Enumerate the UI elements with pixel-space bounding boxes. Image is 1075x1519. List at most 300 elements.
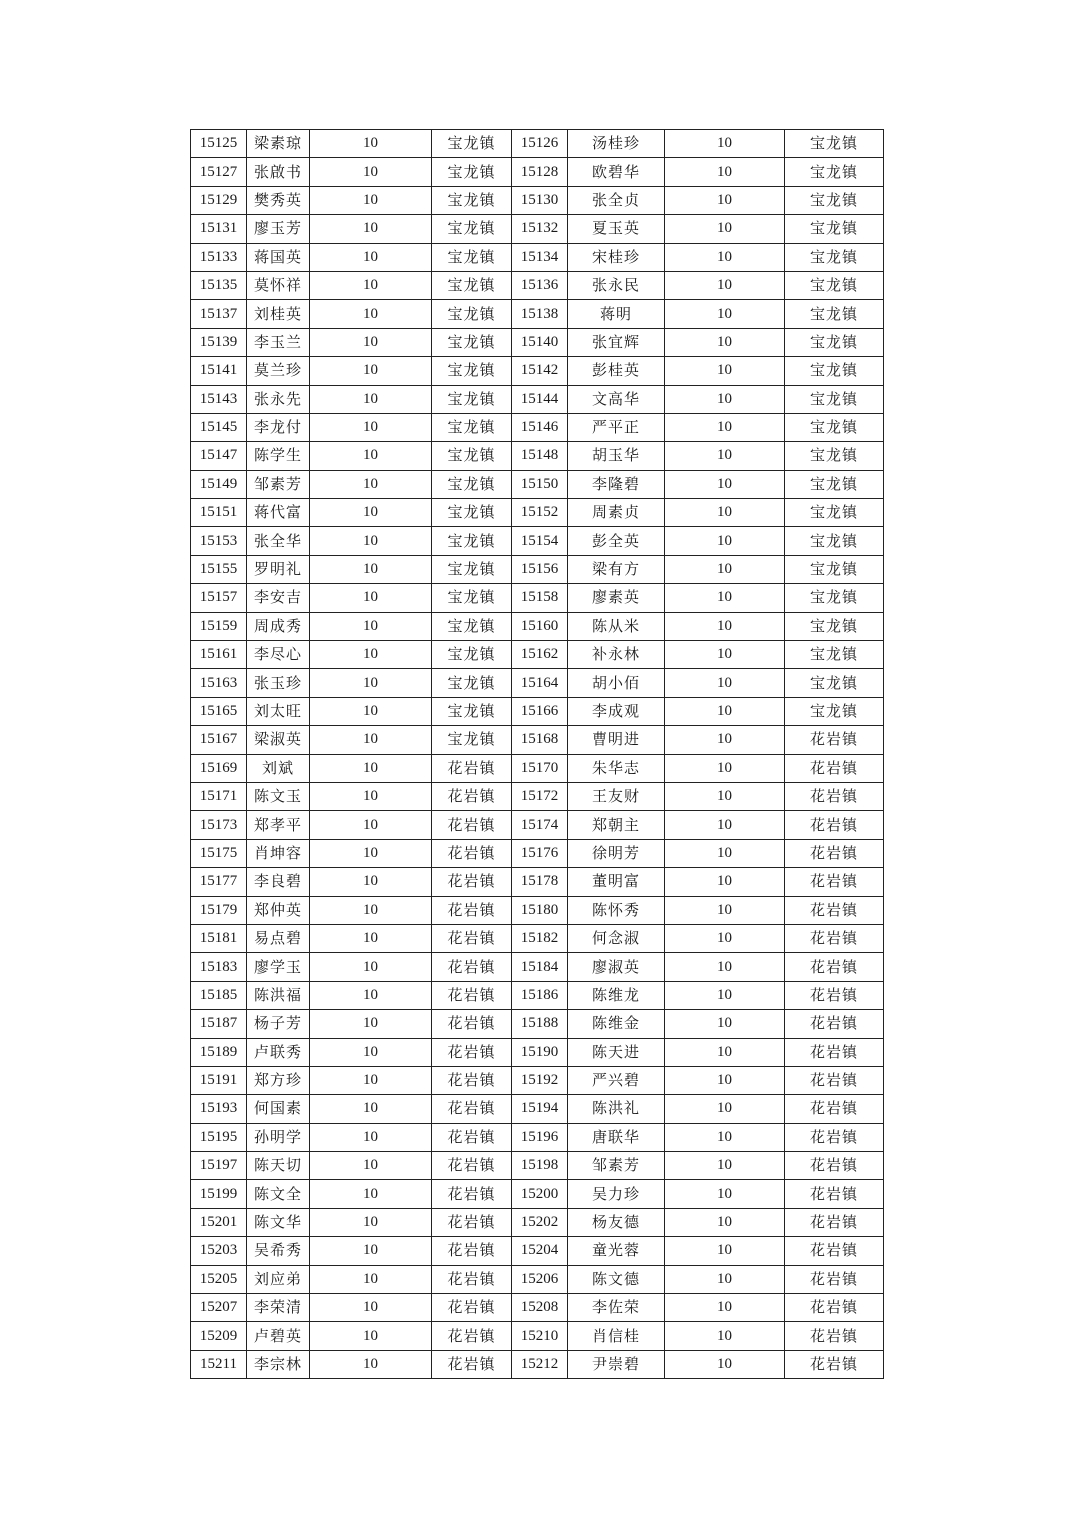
left-amount-cell: 10 <box>310 328 432 356</box>
left-amount-cell: 10 <box>310 1123 432 1151</box>
left-id-cell: 15205 <box>191 1265 247 1293</box>
left-id-cell: 15163 <box>191 669 247 697</box>
right-id-cell: 15184 <box>512 953 568 981</box>
left-name-cell: 陈文全 <box>247 1180 310 1208</box>
right-id-cell: 15162 <box>512 641 568 669</box>
right-amount-cell: 10 <box>665 1010 785 1038</box>
table-row <box>191 981 884 1009</box>
table-row <box>191 1123 884 1151</box>
right-town-cell: 花岩镇 <box>785 1208 884 1236</box>
right-amount-cell: 10 <box>665 669 785 697</box>
right-town-cell: 花岩镇 <box>785 868 884 896</box>
left-town-cell: 花岩镇 <box>432 868 512 896</box>
left-town-cell: 花岩镇 <box>432 953 512 981</box>
right-town-cell: 宝龙镇 <box>785 555 884 583</box>
left-amount-cell: 10 <box>310 130 432 158</box>
left-amount-cell: 10 <box>310 1265 432 1293</box>
table-row <box>191 300 884 328</box>
left-name-cell: 陈洪福 <box>247 981 310 1009</box>
right-name-cell: 张宜辉 <box>568 328 665 356</box>
right-name-cell: 汤桂珍 <box>568 130 665 158</box>
left-name-cell: 李良碧 <box>247 868 310 896</box>
right-name-cell: 陈维金 <box>568 1010 665 1038</box>
table-row <box>191 527 884 555</box>
right-amount-cell: 10 <box>665 641 785 669</box>
left-town-cell: 花岩镇 <box>432 839 512 867</box>
left-name-cell: 陈文玉 <box>247 782 310 810</box>
right-amount-cell: 10 <box>665 1038 785 1066</box>
right-id-cell: 15168 <box>512 726 568 754</box>
table-row <box>191 130 884 158</box>
right-id-cell: 15206 <box>512 1265 568 1293</box>
right-id-cell: 15142 <box>512 357 568 385</box>
table-row <box>191 669 884 697</box>
right-id-cell: 15156 <box>512 555 568 583</box>
left-id-cell: 15167 <box>191 726 247 754</box>
right-id-cell: 15136 <box>512 271 568 299</box>
left-town-cell: 宝龙镇 <box>432 584 512 612</box>
left-amount-cell: 10 <box>310 300 432 328</box>
right-id-cell: 15212 <box>512 1350 568 1378</box>
right-amount-cell: 10 <box>665 186 785 214</box>
right-town-cell: 宝龙镇 <box>785 499 884 527</box>
left-town-cell: 花岩镇 <box>432 981 512 1009</box>
left-town-cell: 花岩镇 <box>432 1095 512 1123</box>
left-id-cell: 15129 <box>191 186 247 214</box>
right-amount-cell: 10 <box>665 981 785 1009</box>
left-amount-cell: 10 <box>310 726 432 754</box>
right-amount-cell: 10 <box>665 130 785 158</box>
right-name-cell: 欧碧华 <box>568 158 665 186</box>
right-id-cell: 15194 <box>512 1095 568 1123</box>
table-row <box>191 612 884 640</box>
right-id-cell: 15134 <box>512 243 568 271</box>
right-name-cell: 张全贞 <box>568 186 665 214</box>
right-town-cell: 宝龙镇 <box>785 669 884 697</box>
right-amount-cell: 10 <box>665 1180 785 1208</box>
right-name-cell: 何念淑 <box>568 924 665 952</box>
right-id-cell: 15154 <box>512 527 568 555</box>
right-id-cell: 15172 <box>512 782 568 810</box>
left-amount-cell: 10 <box>310 924 432 952</box>
right-name-cell: 陈怀秀 <box>568 896 665 924</box>
right-amount-cell: 10 <box>665 896 785 924</box>
roster-table <box>190 129 884 1379</box>
right-name-cell: 文高华 <box>568 385 665 413</box>
right-town-cell: 宝龙镇 <box>785 697 884 725</box>
table-row <box>191 1350 884 1378</box>
left-town-cell: 宝龙镇 <box>432 300 512 328</box>
right-amount-cell: 10 <box>665 1294 785 1322</box>
left-id-cell: 15197 <box>191 1152 247 1180</box>
left-name-cell: 郑孝平 <box>247 811 310 839</box>
right-name-cell: 夏玉英 <box>568 215 665 243</box>
table-row <box>191 1294 884 1322</box>
left-name-cell: 张啟书 <box>247 158 310 186</box>
left-amount-cell: 10 <box>310 215 432 243</box>
right-name-cell: 王友财 <box>568 782 665 810</box>
table-row <box>191 811 884 839</box>
left-id-cell: 15199 <box>191 1180 247 1208</box>
left-name-cell: 樊秀英 <box>247 186 310 214</box>
right-amount-cell: 10 <box>665 442 785 470</box>
left-id-cell: 15147 <box>191 442 247 470</box>
left-id-cell: 15153 <box>191 527 247 555</box>
left-name-cell: 廖玉芳 <box>247 215 310 243</box>
left-amount-cell: 10 <box>310 1350 432 1378</box>
left-amount-cell: 10 <box>310 1180 432 1208</box>
right-name-cell: 陈维龙 <box>568 981 665 1009</box>
left-town-cell: 花岩镇 <box>432 1322 512 1350</box>
right-name-cell: 李成观 <box>568 697 665 725</box>
left-id-cell: 15181 <box>191 924 247 952</box>
right-amount-cell: 10 <box>665 1350 785 1378</box>
left-name-cell: 廖学玉 <box>247 953 310 981</box>
left-town-cell: 宝龙镇 <box>432 669 512 697</box>
right-id-cell: 15198 <box>512 1152 568 1180</box>
left-name-cell: 梁素琼 <box>247 130 310 158</box>
right-amount-cell: 10 <box>665 1152 785 1180</box>
right-town-cell: 花岩镇 <box>785 896 884 924</box>
right-amount-cell: 10 <box>665 1123 785 1151</box>
right-id-cell: 15210 <box>512 1322 568 1350</box>
left-town-cell: 花岩镇 <box>432 1208 512 1236</box>
right-name-cell: 朱华志 <box>568 754 665 782</box>
left-name-cell: 杨子芳 <box>247 1010 310 1038</box>
right-name-cell: 陈从米 <box>568 612 665 640</box>
right-name-cell: 宋桂珍 <box>568 243 665 271</box>
right-amount-cell: 10 <box>665 868 785 896</box>
right-name-cell: 董明富 <box>568 868 665 896</box>
right-id-cell: 15190 <box>512 1038 568 1066</box>
left-id-cell: 15143 <box>191 385 247 413</box>
right-id-cell: 15132 <box>512 215 568 243</box>
right-name-cell: 严平正 <box>568 413 665 441</box>
left-id-cell: 15211 <box>191 1350 247 1378</box>
right-id-cell: 15188 <box>512 1010 568 1038</box>
right-amount-cell: 10 <box>665 924 785 952</box>
table-row <box>191 186 884 214</box>
left-id-cell: 15141 <box>191 357 247 385</box>
right-town-cell: 花岩镇 <box>785 924 884 952</box>
left-town-cell: 宝龙镇 <box>432 527 512 555</box>
right-name-cell: 肖信桂 <box>568 1322 665 1350</box>
right-id-cell: 15178 <box>512 868 568 896</box>
right-id-cell: 15128 <box>512 158 568 186</box>
right-id-cell: 15150 <box>512 470 568 498</box>
right-name-cell: 唐联华 <box>568 1123 665 1151</box>
left-id-cell: 15125 <box>191 130 247 158</box>
left-name-cell: 刘太旺 <box>247 697 310 725</box>
right-town-cell: 花岩镇 <box>785 953 884 981</box>
left-name-cell: 何国素 <box>247 1095 310 1123</box>
left-amount-cell: 10 <box>310 1152 432 1180</box>
right-town-cell: 花岩镇 <box>785 754 884 782</box>
table-row <box>191 357 884 385</box>
table-row <box>191 726 884 754</box>
left-id-cell: 15137 <box>191 300 247 328</box>
left-id-cell: 15173 <box>191 811 247 839</box>
left-name-cell: 张玉珍 <box>247 669 310 697</box>
left-amount-cell: 10 <box>310 754 432 782</box>
left-name-cell: 刘桂英 <box>247 300 310 328</box>
roster-body <box>191 130 884 1379</box>
right-town-cell: 花岩镇 <box>785 1010 884 1038</box>
table-row <box>191 470 884 498</box>
left-name-cell: 梁淑英 <box>247 726 310 754</box>
left-name-cell: 陈学生 <box>247 442 310 470</box>
left-amount-cell: 10 <box>310 1095 432 1123</box>
table-row <box>191 754 884 782</box>
right-amount-cell: 10 <box>665 584 785 612</box>
right-name-cell: 陈洪礼 <box>568 1095 665 1123</box>
left-town-cell: 宝龙镇 <box>432 215 512 243</box>
left-id-cell: 15165 <box>191 697 247 725</box>
left-id-cell: 15159 <box>191 612 247 640</box>
right-id-cell: 15200 <box>512 1180 568 1208</box>
right-town-cell: 宝龙镇 <box>785 130 884 158</box>
left-name-cell: 卢碧英 <box>247 1322 310 1350</box>
right-town-cell: 花岩镇 <box>785 811 884 839</box>
left-id-cell: 15195 <box>191 1123 247 1151</box>
left-amount-cell: 10 <box>310 470 432 498</box>
right-amount-cell: 10 <box>665 726 785 754</box>
table-row <box>191 1038 884 1066</box>
left-id-cell: 15157 <box>191 584 247 612</box>
right-town-cell: 花岩镇 <box>785 1066 884 1094</box>
left-name-cell: 陈文华 <box>247 1208 310 1236</box>
right-name-cell: 李隆碧 <box>568 470 665 498</box>
left-amount-cell: 10 <box>310 868 432 896</box>
left-id-cell: 15207 <box>191 1294 247 1322</box>
right-amount-cell: 10 <box>665 215 785 243</box>
left-town-cell: 宝龙镇 <box>432 641 512 669</box>
right-id-cell: 15192 <box>512 1066 568 1094</box>
left-name-cell: 李安吉 <box>247 584 310 612</box>
left-town-cell: 宝龙镇 <box>432 243 512 271</box>
right-id-cell: 15164 <box>512 669 568 697</box>
right-name-cell: 张永民 <box>568 271 665 299</box>
table-row <box>191 697 884 725</box>
left-id-cell: 15169 <box>191 754 247 782</box>
right-name-cell: 尹崇碧 <box>568 1350 665 1378</box>
left-amount-cell: 10 <box>310 981 432 1009</box>
left-id-cell: 15131 <box>191 215 247 243</box>
right-town-cell: 宝龙镇 <box>785 158 884 186</box>
right-amount-cell: 10 <box>665 328 785 356</box>
left-id-cell: 15139 <box>191 328 247 356</box>
left-amount-cell: 10 <box>310 584 432 612</box>
left-name-cell: 易点碧 <box>247 924 310 952</box>
left-amount-cell: 10 <box>310 782 432 810</box>
table-row <box>191 271 884 299</box>
left-town-cell: 花岩镇 <box>432 782 512 810</box>
left-town-cell: 宝龙镇 <box>432 357 512 385</box>
right-id-cell: 15148 <box>512 442 568 470</box>
right-name-cell: 廖素英 <box>568 584 665 612</box>
left-id-cell: 15185 <box>191 981 247 1009</box>
right-id-cell: 15146 <box>512 413 568 441</box>
left-town-cell: 花岩镇 <box>432 1123 512 1151</box>
right-amount-cell: 10 <box>665 953 785 981</box>
table-row <box>191 385 884 413</box>
right-amount-cell: 10 <box>665 754 785 782</box>
right-id-cell: 15180 <box>512 896 568 924</box>
left-id-cell: 15209 <box>191 1322 247 1350</box>
table-row <box>191 1066 884 1094</box>
left-amount-cell: 10 <box>310 1038 432 1066</box>
table-row <box>191 868 884 896</box>
right-amount-cell: 10 <box>665 357 785 385</box>
left-town-cell: 宝龙镇 <box>432 271 512 299</box>
right-town-cell: 花岩镇 <box>785 1038 884 1066</box>
right-id-cell: 15170 <box>512 754 568 782</box>
left-amount-cell: 10 <box>310 1208 432 1236</box>
left-town-cell: 宝龙镇 <box>432 470 512 498</box>
table-row <box>191 782 884 810</box>
left-name-cell: 刘应弟 <box>247 1265 310 1293</box>
right-id-cell: 15144 <box>512 385 568 413</box>
right-name-cell: 杨友德 <box>568 1208 665 1236</box>
right-amount-cell: 10 <box>665 413 785 441</box>
left-amount-cell: 10 <box>310 1237 432 1265</box>
left-id-cell: 15183 <box>191 953 247 981</box>
left-amount-cell: 10 <box>310 1294 432 1322</box>
right-id-cell: 15130 <box>512 186 568 214</box>
right-id-cell: 15166 <box>512 697 568 725</box>
left-name-cell: 蒋代富 <box>247 499 310 527</box>
right-name-cell: 补永林 <box>568 641 665 669</box>
left-town-cell: 花岩镇 <box>432 1294 512 1322</box>
right-name-cell: 李佐荣 <box>568 1294 665 1322</box>
right-town-cell: 花岩镇 <box>785 1265 884 1293</box>
table-row <box>191 499 884 527</box>
left-town-cell: 花岩镇 <box>432 896 512 924</box>
right-name-cell: 邹素芳 <box>568 1152 665 1180</box>
left-town-cell: 花岩镇 <box>432 924 512 952</box>
right-id-cell: 15204 <box>512 1237 568 1265</box>
right-name-cell: 陈天进 <box>568 1038 665 1066</box>
left-id-cell: 15145 <box>191 413 247 441</box>
left-amount-cell: 10 <box>310 499 432 527</box>
right-amount-cell: 10 <box>665 1208 785 1236</box>
right-town-cell: 宝龙镇 <box>785 243 884 271</box>
left-town-cell: 宝龙镇 <box>432 726 512 754</box>
left-amount-cell: 10 <box>310 953 432 981</box>
left-id-cell: 15155 <box>191 555 247 583</box>
right-town-cell: 宝龙镇 <box>785 385 884 413</box>
left-town-cell: 花岩镇 <box>432 1038 512 1066</box>
left-amount-cell: 10 <box>310 527 432 555</box>
left-amount-cell: 10 <box>310 385 432 413</box>
left-amount-cell: 10 <box>310 1066 432 1094</box>
left-id-cell: 15179 <box>191 896 247 924</box>
left-id-cell: 15127 <box>191 158 247 186</box>
left-amount-cell: 10 <box>310 697 432 725</box>
right-amount-cell: 10 <box>665 811 785 839</box>
right-town-cell: 宝龙镇 <box>785 186 884 214</box>
right-id-cell: 15140 <box>512 328 568 356</box>
left-id-cell: 15201 <box>191 1208 247 1236</box>
right-town-cell: 宝龙镇 <box>785 300 884 328</box>
right-town-cell: 宝龙镇 <box>785 413 884 441</box>
right-amount-cell: 10 <box>665 271 785 299</box>
left-amount-cell: 10 <box>310 243 432 271</box>
table-row <box>191 1010 884 1038</box>
right-amount-cell: 10 <box>665 1237 785 1265</box>
right-town-cell: 花岩镇 <box>785 1123 884 1151</box>
left-name-cell: 孙明学 <box>247 1123 310 1151</box>
right-id-cell: 15186 <box>512 981 568 1009</box>
left-name-cell: 张全华 <box>247 527 310 555</box>
right-amount-cell: 10 <box>665 1095 785 1123</box>
left-amount-cell: 10 <box>310 641 432 669</box>
left-amount-cell: 10 <box>310 669 432 697</box>
right-town-cell: 宝龙镇 <box>785 357 884 385</box>
left-name-cell: 李龙付 <box>247 413 310 441</box>
table-row <box>191 896 884 924</box>
left-town-cell: 宝龙镇 <box>432 499 512 527</box>
left-amount-cell: 10 <box>310 612 432 640</box>
right-town-cell: 宝龙镇 <box>785 470 884 498</box>
left-id-cell: 15177 <box>191 868 247 896</box>
left-id-cell: 15135 <box>191 271 247 299</box>
right-amount-cell: 10 <box>665 612 785 640</box>
left-town-cell: 花岩镇 <box>432 754 512 782</box>
right-amount-cell: 10 <box>665 470 785 498</box>
right-amount-cell: 10 <box>665 158 785 186</box>
table-row <box>191 839 884 867</box>
right-name-cell: 胡玉华 <box>568 442 665 470</box>
left-id-cell: 15151 <box>191 499 247 527</box>
left-amount-cell: 10 <box>310 158 432 186</box>
right-amount-cell: 10 <box>665 1322 785 1350</box>
left-town-cell: 宝龙镇 <box>432 158 512 186</box>
right-id-cell: 15196 <box>512 1123 568 1151</box>
right-id-cell: 15202 <box>512 1208 568 1236</box>
left-name-cell: 莫兰珍 <box>247 357 310 385</box>
left-amount-cell: 10 <box>310 555 432 583</box>
right-amount-cell: 10 <box>665 1265 785 1293</box>
left-amount-cell: 10 <box>310 811 432 839</box>
table-row <box>191 1265 884 1293</box>
table-row <box>191 1208 884 1236</box>
left-name-cell: 蒋国英 <box>247 243 310 271</box>
right-id-cell: 15160 <box>512 612 568 640</box>
left-town-cell: 花岩镇 <box>432 1066 512 1094</box>
right-amount-cell: 10 <box>665 499 785 527</box>
right-town-cell: 宝龙镇 <box>785 215 884 243</box>
right-town-cell: 宝龙镇 <box>785 641 884 669</box>
right-id-cell: 15158 <box>512 584 568 612</box>
left-name-cell: 李荣清 <box>247 1294 310 1322</box>
left-amount-cell: 10 <box>310 271 432 299</box>
right-town-cell: 花岩镇 <box>785 839 884 867</box>
right-id-cell: 15208 <box>512 1294 568 1322</box>
right-name-cell: 严兴碧 <box>568 1066 665 1094</box>
table-row <box>191 1095 884 1123</box>
right-town-cell: 花岩镇 <box>785 782 884 810</box>
right-id-cell: 15182 <box>512 924 568 952</box>
left-id-cell: 15191 <box>191 1066 247 1094</box>
left-town-cell: 宝龙镇 <box>432 413 512 441</box>
right-id-cell: 15126 <box>512 130 568 158</box>
left-amount-cell: 10 <box>310 442 432 470</box>
left-amount-cell: 10 <box>310 186 432 214</box>
right-id-cell: 15152 <box>512 499 568 527</box>
left-amount-cell: 10 <box>310 413 432 441</box>
left-town-cell: 宝龙镇 <box>432 186 512 214</box>
